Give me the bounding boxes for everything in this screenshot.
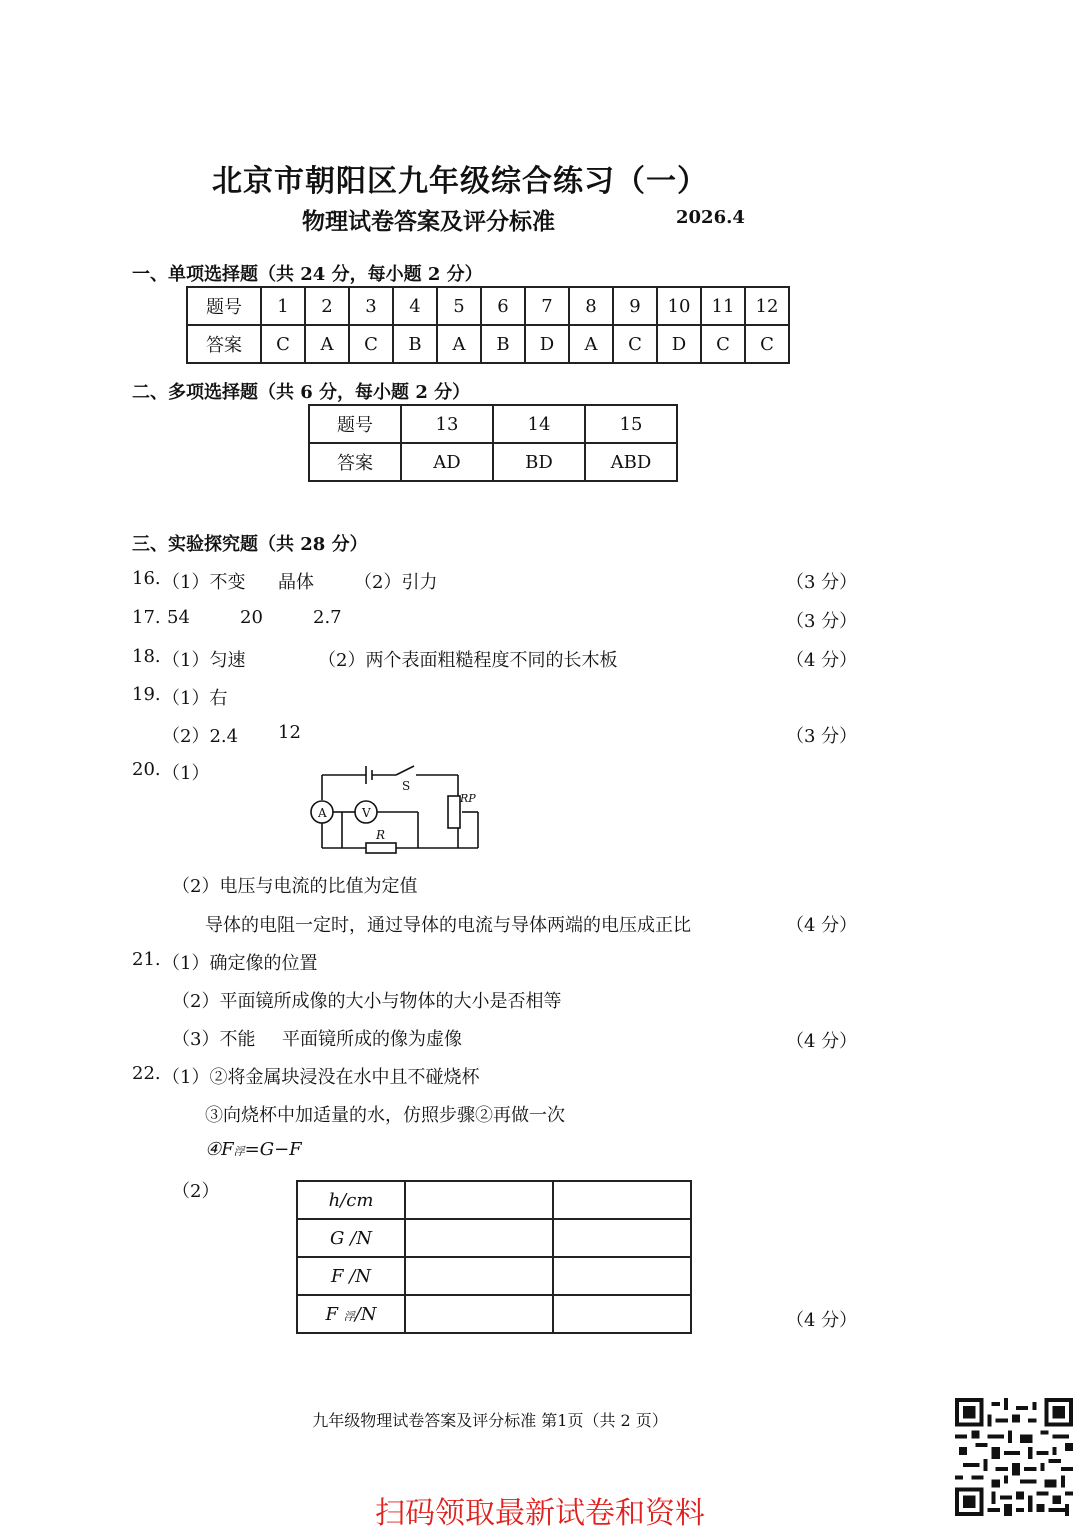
row-label-answer: 答案 [187,325,261,363]
q22-part2: ③向烧杯中加适量的水，仿照步骤②再做一次 [205,1105,565,1126]
q17-answer-a: 54 [167,607,190,628]
resistor-label: R [376,828,386,842]
answer-cell: BD [493,443,585,481]
answer-cell: ABD [585,443,677,481]
answer-cell: C [613,325,657,363]
answer-cell: B [481,325,525,363]
table-cell [553,1295,691,1333]
row-label-number: 题号 [187,287,261,325]
question-number: 7 [525,287,569,325]
q21-part3: （3）不能 [172,1029,256,1050]
q18-score: （4 分） [786,650,858,671]
buoyancy-data-table [296,1180,692,1334]
q18-part1: （1）匀速 [162,650,246,671]
q21-part4: 平面镜所成的像为虚像 [282,1029,462,1050]
ammeter-label: A [318,806,327,820]
table-cell [405,1295,553,1333]
rheostat-label: RP [460,792,476,805]
answer-cell: A [569,325,613,363]
q20-part3: 导体的电阻一定时，通过导体的电流与导体两端的电压成正比 [205,915,691,936]
q22-part4: （2） [172,1181,220,1202]
q16-part3: （2）引力 [354,572,438,593]
question-number: 2 [305,287,349,325]
page-footer: 九年级物理试卷答案及评分标准 第1页（共 2 页） [312,1411,668,1430]
exam-date: 2026.4 [676,207,745,228]
table-row-label: F /N [297,1257,405,1295]
table-cell [405,1181,553,1219]
question-number: 12 [745,287,789,325]
page-title: 北京市朝阳区九年级综合练习（一） [212,164,708,199]
question-number: 5 [437,287,481,325]
question-number: 9 [613,287,657,325]
question-number: 15 [585,405,677,443]
answer-cell: D [657,325,701,363]
table-cell [553,1181,691,1219]
answer-cell: B [393,325,437,363]
q18-number: 18. [132,646,161,667]
table-row-label: G /N [297,1219,405,1257]
q19-score: （3 分） [786,726,858,747]
q21-part2: （2）平面镜所成像的大小与物体的大小是否相等 [172,991,562,1012]
q17-answer-c: 2.7 [313,607,342,628]
q17-score: （3 分） [786,611,858,632]
q22-score: （4 分） [786,1310,858,1331]
qr-code-icon[interactable] [955,1398,1073,1516]
question-number: 11 [701,287,745,325]
table-row-label: h/cm [297,1181,405,1219]
table-row-label: F 浮/N [297,1295,405,1333]
table-cell [553,1219,691,1257]
table-cell [405,1257,553,1295]
question-number: 10 [657,287,701,325]
q21-score: （4 分） [786,1031,858,1052]
single-choice-table [186,286,790,364]
answer-cell: C [701,325,745,363]
q16-part1: （1）不变 [162,572,246,593]
q21-part1: （1）确定像的位置 [162,953,318,974]
q19-number: 19. [132,684,161,705]
q18-part2: （2）两个表面粗糙程度不同的长木板 [318,650,618,671]
q20-part2: （2）电压与电流的比值为定值 [172,876,418,897]
switch-label: S [402,779,411,793]
answer-cell: C [261,325,305,363]
q19-part2: （2）2.4 [162,726,239,747]
row-label-number: 题号 [309,405,401,443]
multi-choice-table [308,404,678,482]
question-number: 8 [569,287,613,325]
answer-cell: C [349,325,393,363]
q19-part1: （1）右 [162,688,228,709]
question-number: 3 [349,287,393,325]
q20-number: 20. [132,759,161,780]
q17-answer-b: 20 [240,607,263,628]
section2-heading: 二、多项选择题（共 6 分，每小题 2 分） [132,382,471,403]
promo-text: 扫码领取最新试卷和资料 [375,1496,705,1531]
q20-score: （4 分） [786,915,858,936]
table-cell [553,1257,691,1295]
q16-part2: 晶体 [278,572,314,593]
question-number: 1 [261,287,305,325]
question-number: 13 [401,405,493,443]
voltmeter-label: V [362,806,371,820]
question-number: 6 [481,287,525,325]
answer-cell: C [745,325,789,363]
table-cell [405,1219,553,1257]
circuit-diagram [300,760,490,860]
answer-cell: A [305,325,349,363]
q16-number: 16. [132,568,161,589]
question-number: 4 [393,287,437,325]
q19-part3: 12 [278,722,301,743]
row-label-answer: 答案 [309,443,401,481]
section1-heading: 一、单项选择题（共 24 分，每小题 2 分） [132,264,483,285]
section3-heading: 三、实验探究题（共 28 分） [132,534,368,555]
q16-score: （3 分） [786,572,858,593]
q17-number: 17. [132,607,161,628]
page-subtitle: 物理试卷答案及评分标准 [302,208,555,235]
q22-number: 22. [132,1063,161,1084]
q20-part1: （1） [162,763,210,784]
answer-cell: A [437,325,481,363]
answer-cell: D [525,325,569,363]
q22-part3: ④F浮=G−F [205,1139,302,1160]
question-number: 14 [493,405,585,443]
q21-number: 21. [132,949,161,970]
answer-cell: AD [401,443,493,481]
q22-part1: （1）②将金属块浸没在水中且不碰烧杯 [162,1067,480,1088]
